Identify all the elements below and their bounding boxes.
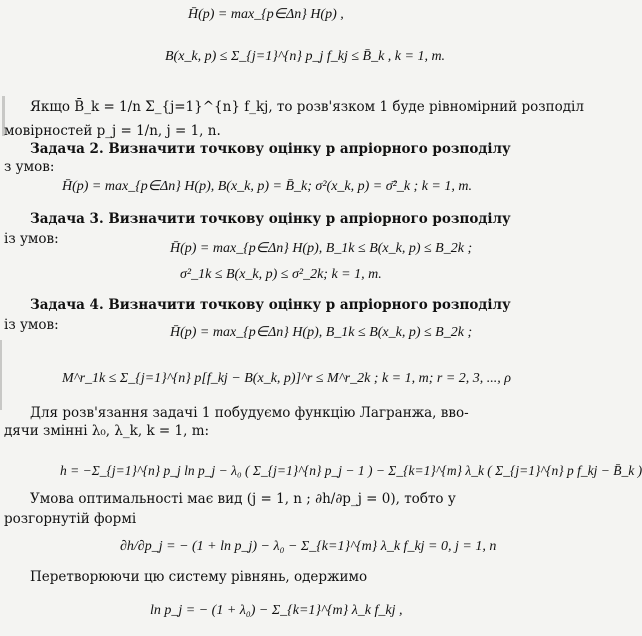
scan-mark-left-2 — [0, 340, 2, 410]
formula-line-23: ln p_j = − (1 + λ₀) − Σ_{k=1}^{m} λ_k f_kj , — [150, 603, 403, 618]
formula-line-1: H̄(p) = max_{p∈Δn} H(p) , — [188, 7, 344, 22]
heading-zadacha-2: Задача 2. Визначити точкову оцінку p апріорного розподілу — [30, 141, 511, 157]
heading-zadacha-4: Задача 4. Визначити точкову оцінку p апріорного розподілу — [30, 297, 511, 313]
formula-line-7: H̄(p) = max_{p∈Δn} H(p), B(x_k, p) = B̄_k; σ²(x_k, p) = σ̄²_k ; k = 1, m. — [62, 179, 472, 194]
text-line-17: дячи змінні λ₀, λ_k, k = 1, m: — [4, 423, 210, 439]
text-line-22: Перетворюючи цю систему рівнянь, одержимо — [30, 569, 368, 585]
formula-line-10: H̄(p) = max_{p∈Δn} H(p), B_1k ≤ B(x_k, p) ≤ B_2k ; — [170, 241, 473, 256]
formula-line-15: M^r_1k ≤ Σ_{j=1}^{n} p[f_kj − B(x_k, p)]^r ≤ M^r_2k ; k = 1, m; r = 2, 3, ..., ρ — [62, 371, 511, 386]
text-line-13: із умов: — [4, 317, 59, 333]
heading-zadacha-3: Задача 3. Визначити точкову оцінку p апріорного розподілу — [30, 211, 511, 227]
text-line-3: Якщо B̄_k = 1/n Σ_{j=1}^{n} f_kj, то розв'язком 1 буде рівномірний розподіл — [30, 99, 584, 115]
text-line-16: Для розв'язання задачі 1 побудуємо функцію Лагранжа, вво- — [30, 405, 469, 421]
formula-line-14: H̄(p) = max_{p∈Δn} H(p), B_1k ≤ B(x_k, p) ≤ B_2k ; — [170, 325, 473, 340]
formula-line-11: σ²_1k ≤ B(x_k, p) ≤ σ²_2k; k = 1, m. — [180, 267, 382, 282]
text-line-20: розгорнутій формі — [4, 511, 137, 527]
text-line-9: із умов: — [4, 231, 59, 247]
formula-line-2: B(x_k, p) ≤ Σ_{j=1}^{n} p_j f_kj ≤ B̄_k , k = 1, m. — [165, 49, 446, 64]
formula-line-21: ∂h/∂p_j = − (1 + ln p_j) − λ₀ − Σ_{k=1}^{m} λ_k f_kj = 0, j = 1, n — [120, 539, 497, 554]
formula-line-18: h = −Σ_{j=1}^{n} p_j ln p_j − λ₀ ( Σ_{j=1}^{n} p_j − 1 ) − Σ_{k=1}^{m} λ_k ( Σ_{j=1}^{n} p f_kj − B̄_k ) — [60, 463, 642, 478]
text-line-6: з умов: — [4, 159, 55, 175]
text-line-4: мовірностей p_j = 1/n, j = 1, n. — [4, 123, 221, 139]
text-line-19: Умова оптимальності має вид (j = 1, n ; ∂h/∂p_j = 0), тобто у — [30, 491, 456, 507]
